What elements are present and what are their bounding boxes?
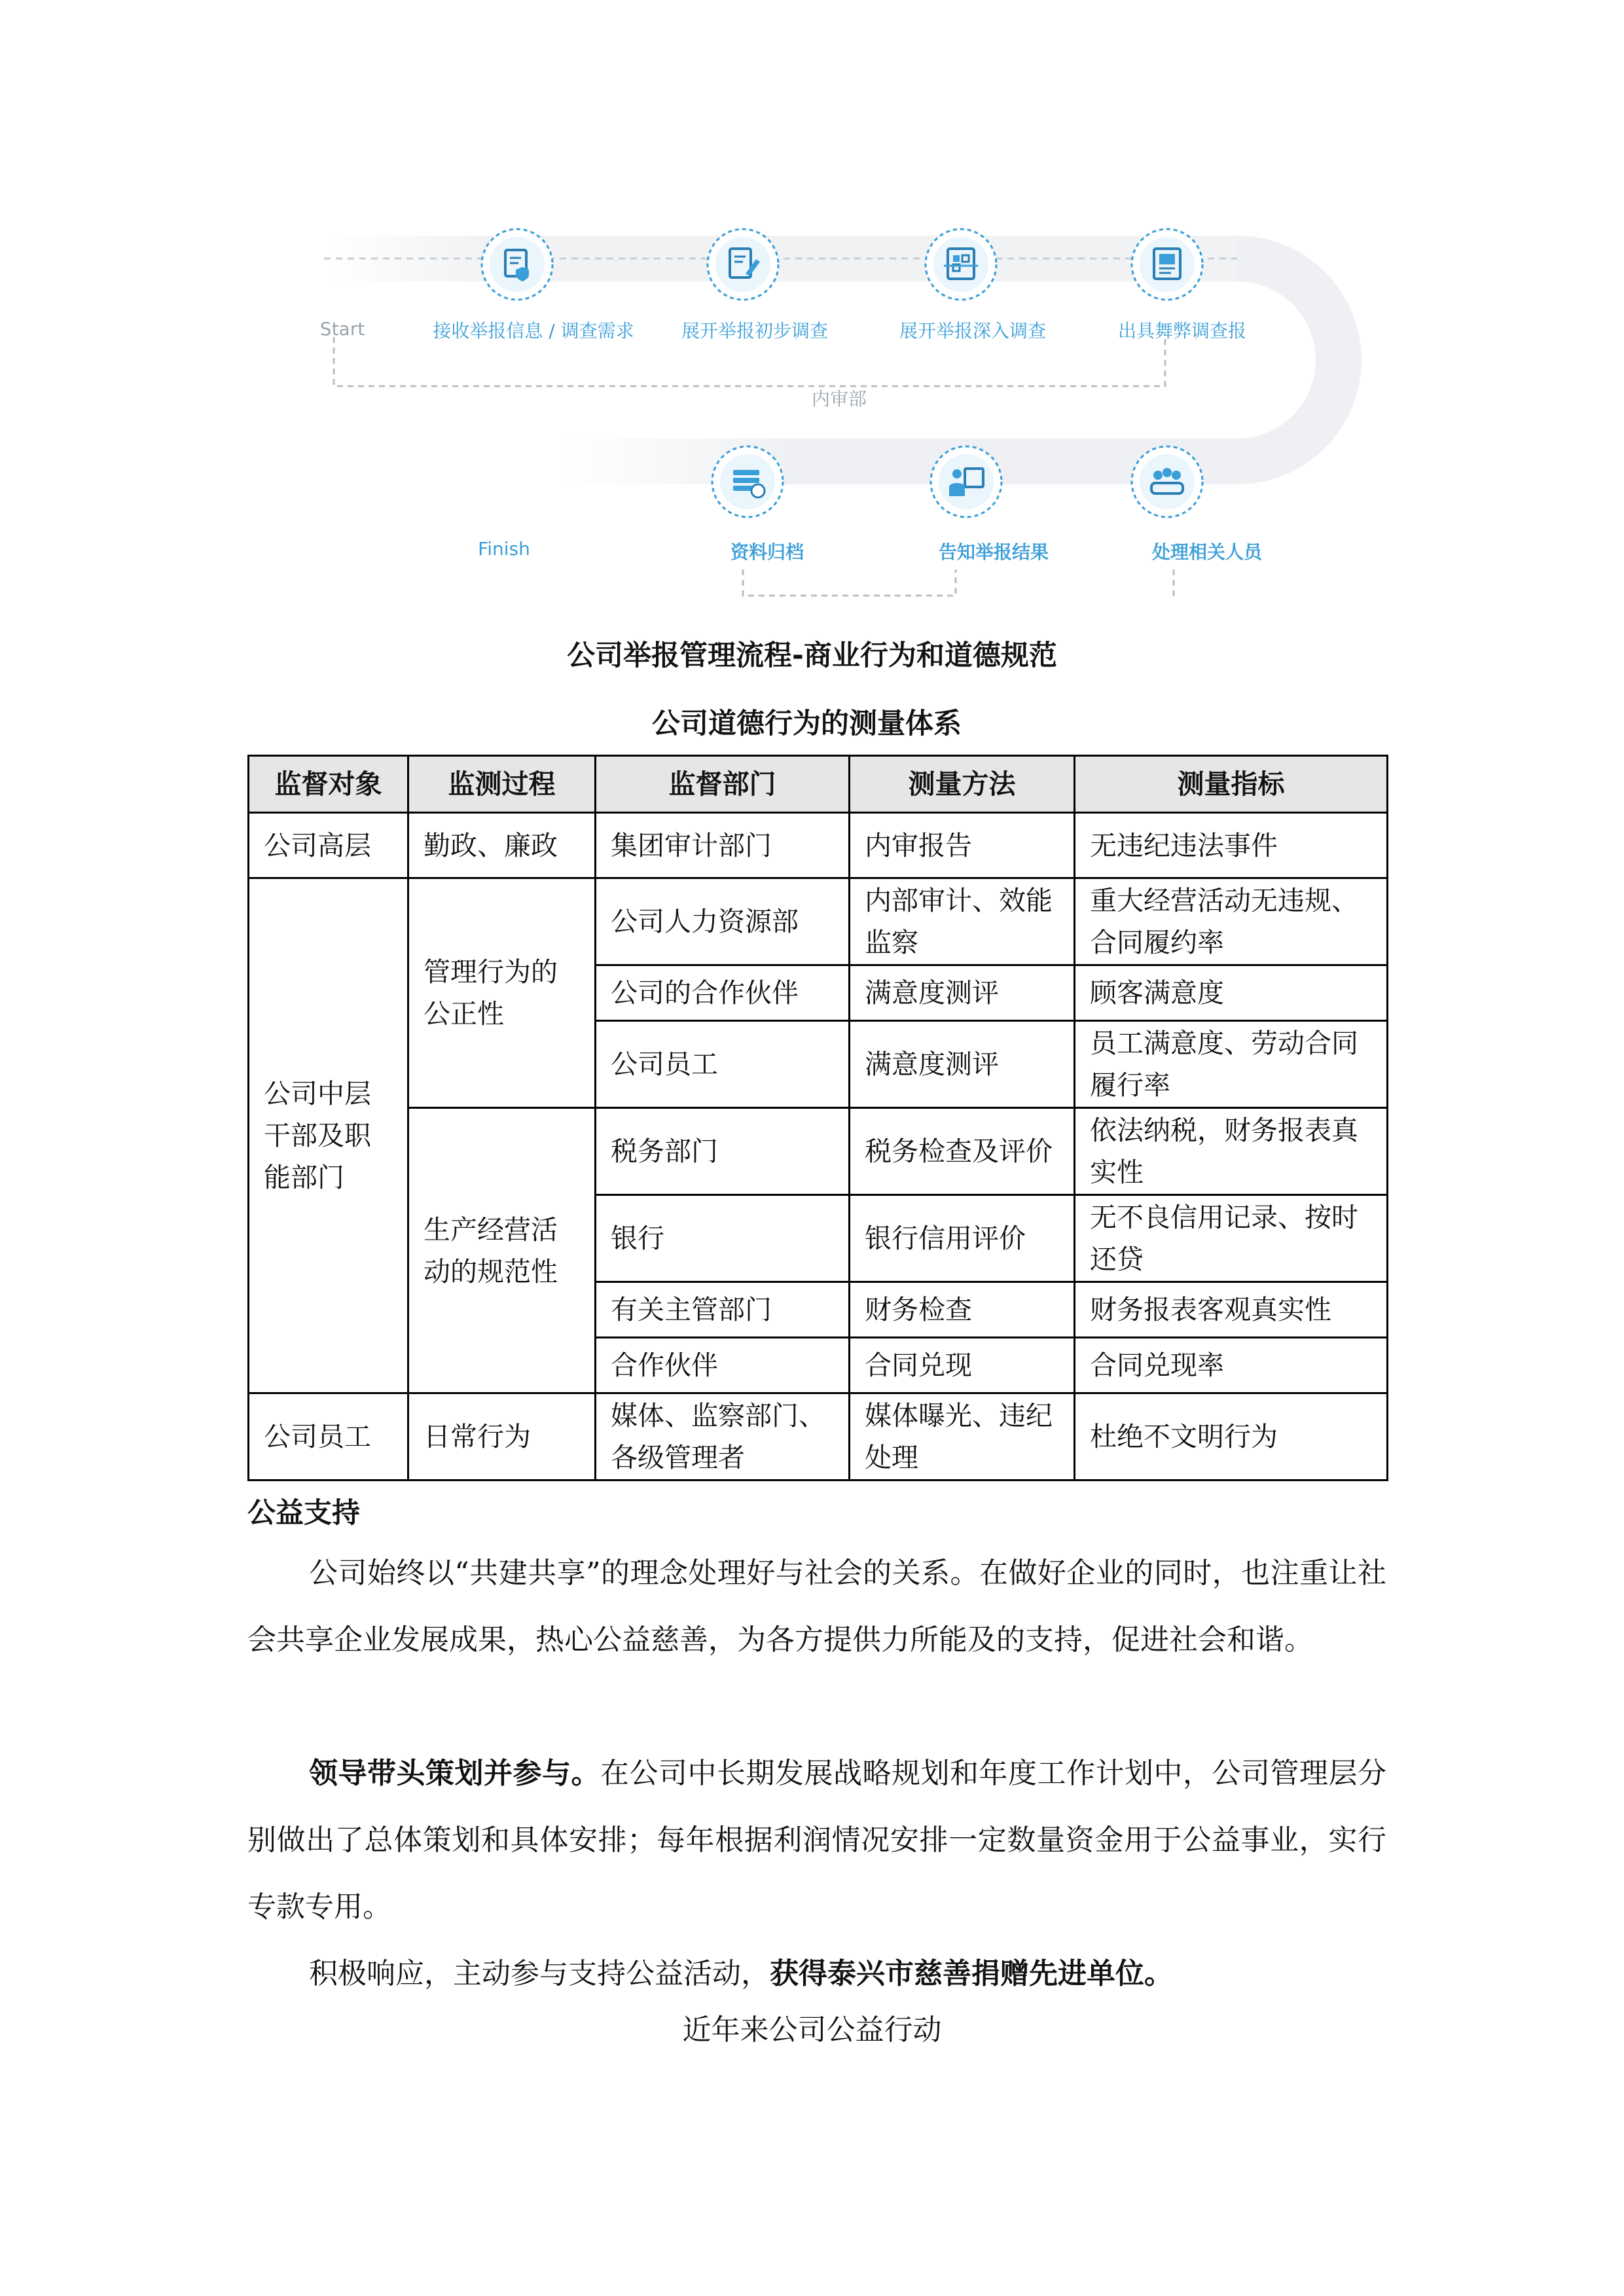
- header-cell: 监督对象: [249, 756, 408, 813]
- header-cell: 测量指标: [1075, 756, 1388, 813]
- table-row: [249, 878, 1388, 965]
- table-title: 公司道德行为的测量体系: [652, 708, 962, 740]
- table-cell: 内审报告: [850, 813, 1075, 878]
- table-row: [249, 1393, 1388, 1480]
- table-header-row: [249, 756, 1388, 813]
- table-cell: 银行信用评价: [850, 1195, 1075, 1282]
- table-cell: 公司员工: [249, 1393, 408, 1480]
- table-cell: 生产经营活动的规范性: [408, 1108, 596, 1393]
- table-cell: 税务部门: [596, 1108, 850, 1195]
- table-cell: 满意度测评: [850, 1021, 1075, 1108]
- scan-document-icon: [923, 226, 999, 302]
- flow-start-label: Start: [319, 318, 365, 340]
- table-cell: 税务检查及评价: [850, 1108, 1075, 1195]
- table-cell: 无违纪违法事件: [1075, 813, 1388, 878]
- table-cell: 管理行为的公正性: [408, 878, 596, 1108]
- flow-step-initial-investigation: 展开举报初步调查: [681, 320, 829, 342]
- paragraph-3: [247, 1941, 1386, 2007]
- table-cell: 财务报表客观真实性: [1075, 1282, 1388, 1338]
- table-cell: 满意度测评: [850, 965, 1075, 1021]
- table-cell: 银行: [596, 1195, 850, 1282]
- reporting-flow-diagram: [275, 196, 1427, 615]
- table-cell: 财务检查: [850, 1282, 1075, 1338]
- document-edit-icon: [705, 226, 781, 302]
- table-cell: 合作伙伴: [596, 1338, 850, 1393]
- flow-step-deep-investigation: 展开举报深入调查: [899, 320, 1047, 342]
- table-cell: 勤政、廉政: [408, 813, 596, 878]
- paragraph-3-body: 积极响应，主动参与支持公益活动，: [309, 1957, 770, 1990]
- table-cell: 有关主管部门: [596, 1282, 850, 1338]
- table-cell: 公司中层干部及职能部门: [249, 878, 408, 1393]
- table-cell: 集团审计部门: [596, 813, 850, 878]
- report-icon: [1129, 226, 1205, 302]
- header-cell: 监测过程: [408, 756, 596, 813]
- table-cell: 媒体曝光、违纪处理: [850, 1393, 1075, 1480]
- person-board-icon: [928, 444, 1004, 520]
- paragraph-2: [247, 1740, 1386, 1941]
- table-cell: 合同兑现: [850, 1338, 1075, 1393]
- header-cell: 监督部门: [596, 756, 850, 813]
- paragraph-1: 公司始终以“共建共享”的理念处理好与社会的关系。在做好企业的同时，也注重让社会共享企业发展成果，热心公益慈善，为各方提供力所能及的支持，促进社会和谐。: [247, 1556, 1386, 1657]
- flow-step-archive: 资料归档: [730, 541, 804, 563]
- table-row: [249, 813, 1388, 878]
- paragraph-2-lead: 领导带头策划并参与。: [309, 1757, 600, 1790]
- table-cell: 重大经营活动无违规、合同履约率: [1075, 878, 1388, 965]
- flow-step-notify: 告知举报结果: [938, 541, 1049, 563]
- table-cell: 合同兑现率: [1075, 1338, 1388, 1393]
- table-cell: 依法纳税，财务报表真实性: [1075, 1108, 1388, 1195]
- group-people-icon: [1129, 444, 1205, 520]
- table-cell: 公司员工: [596, 1021, 850, 1108]
- table-cell: 无不良信用记录、按时还贷: [1075, 1195, 1388, 1282]
- archive-stack-icon: [710, 444, 785, 520]
- table-cell: 日常行为: [408, 1393, 596, 1480]
- table-cell: 员工满意度、劳动合同履行率: [1075, 1021, 1388, 1108]
- flow-step-receive: 接收举报信息 / 调查需求: [433, 320, 634, 342]
- table-row: [249, 1108, 1388, 1195]
- flow-step-handle-personnel: 处理相关人员: [1151, 541, 1263, 563]
- header-cell: 测量方法: [850, 756, 1075, 813]
- table-cell: 杜绝不文明行为: [1075, 1393, 1388, 1480]
- table-cell: 公司的合作伙伴: [596, 965, 850, 1021]
- table-cell: 顾客满意度: [1075, 965, 1388, 1021]
- section-heading: 公益支持: [247, 1497, 360, 1530]
- flow-finish-label: Finish: [478, 538, 530, 560]
- table-cell: 公司高层: [249, 813, 408, 878]
- document-shield-icon: [479, 226, 555, 302]
- flow-dept-label: 内审部: [811, 388, 867, 410]
- flow-step-report: 出具舞弊调查报: [1117, 320, 1247, 342]
- table-cell: 媒体、监察部门、各级管理者: [596, 1393, 850, 1480]
- paragraph-3-highlight: 获得泰兴市慈善捐赠先进单位。: [770, 1957, 1173, 1990]
- flow-caption: 公司举报管理流程-商业行为和道德规范: [567, 639, 1057, 672]
- table-cell: 内部审计、效能监察: [850, 878, 1075, 965]
- table-cell: 公司人力资源部: [596, 878, 850, 965]
- ethics-measurement-table: [247, 755, 1388, 1481]
- bottom-caption: 近年来公司公益行动: [682, 2013, 942, 2047]
- paragraph-2-body: 在公司中长期发展战略规划和年度工作计划中，公司管理层分别做出了总体策划和具体安排；每年根据利润情况安排一定数量资金用于公益事业，实行专款专用。: [247, 1757, 1386, 1924]
